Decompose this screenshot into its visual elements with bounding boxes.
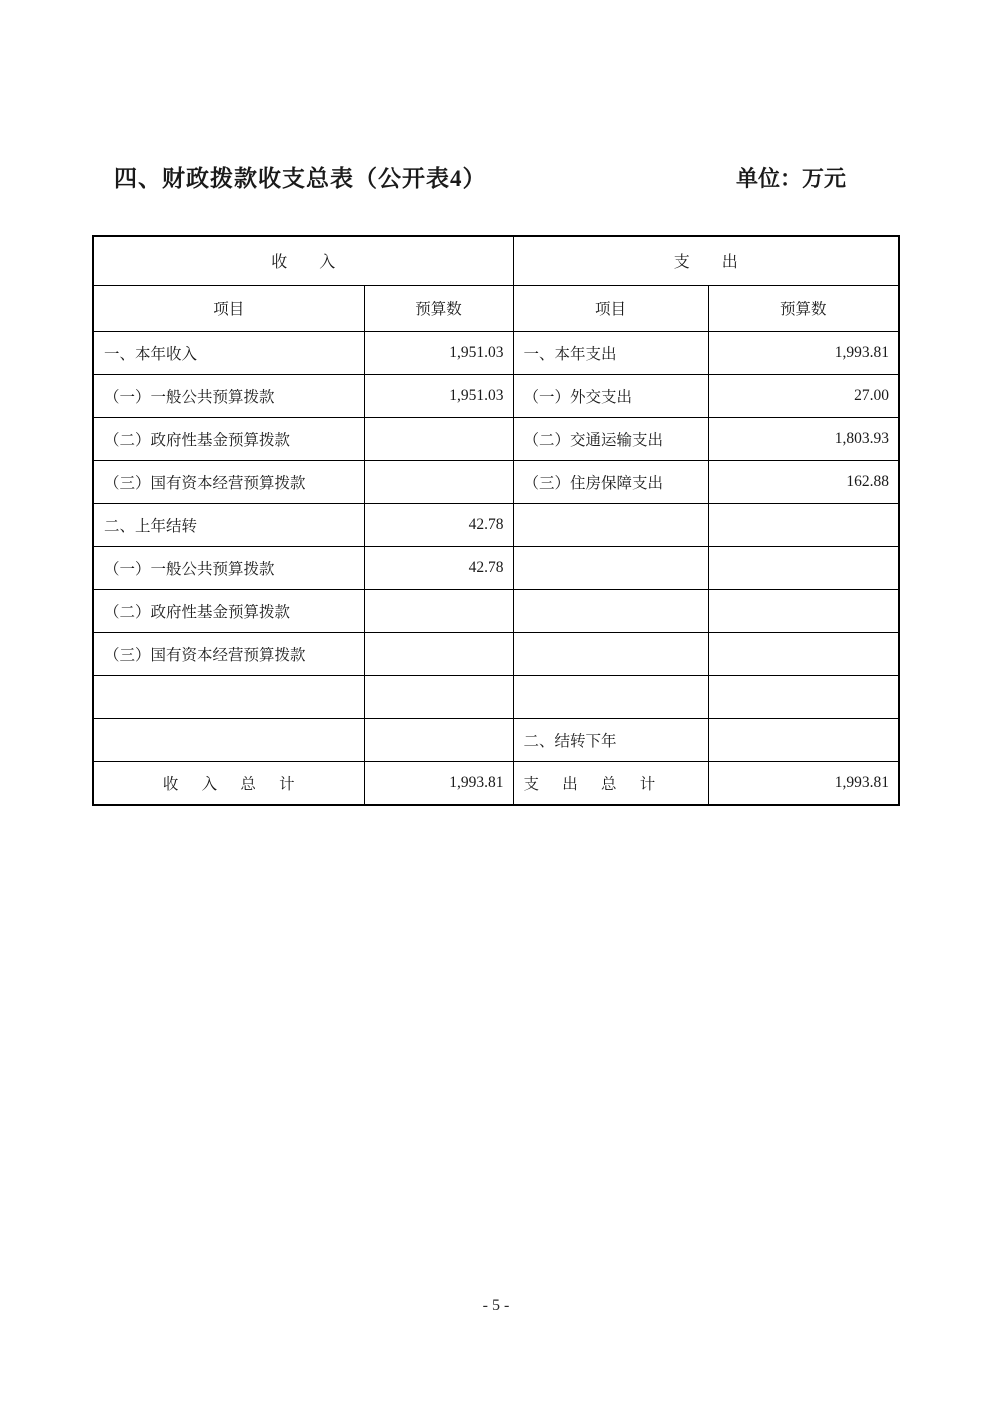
expense-total-value: 1,993.81 [708,761,899,805]
expense-budget-cell [708,503,899,546]
expense-item-column-header: 项目 [513,285,708,331]
expense-item-cell: 二、结转下年 [513,718,708,761]
table-row [93,718,899,761]
income-budget-cell [364,675,513,718]
income-total-label: 收 入 总 计 [93,761,364,805]
expense-item-cell: （三）住房保障支出 [513,460,708,503]
expense-budget-cell [708,718,899,761]
income-budget-cell [364,718,513,761]
expense-item-cell: （一）外交支出 [513,374,708,417]
income-item-cell [93,718,364,761]
table-row [93,460,899,503]
table-row [93,417,899,460]
income-item-column-header: 项目 [93,285,364,331]
expense-budget-cell: 1,993.81 [708,331,899,374]
table-row [93,331,899,374]
expense-item-cell [513,589,708,632]
income-budget-cell [364,417,513,460]
unit-label: 单位：万元 [735,166,846,191]
expense-item-cell: （二）交通运输支出 [513,417,708,460]
table-row [93,374,899,417]
section-header-row [93,236,899,285]
page-title: 四、财政拨款收支总表（公开表4） [114,166,487,191]
expense-item-cell [513,503,708,546]
expense-budget-cell [708,546,899,589]
expense-budget-cell [708,589,899,632]
income-item-cell: （三）国有资本经营预算拨款 [93,632,364,675]
table-row [93,589,899,632]
page-number: - 5 - [482,1297,510,1314]
income-item-cell: （一）一般公共预算拨款 [93,374,364,417]
total-row [93,761,899,805]
income-budget-cell [364,632,513,675]
expense-budget-cell: 27.00 [708,374,899,417]
expense-item-cell [513,632,708,675]
expense-item-cell: 一、本年支出 [513,331,708,374]
table-row [93,632,899,675]
expense-item-cell [513,546,708,589]
income-item-cell: 二、上年结转 [93,503,364,546]
income-budget-cell: 42.78 [364,546,513,589]
income-total-value: 1,993.81 [364,761,513,805]
expense-section-header: 支 出 [513,236,899,285]
income-budget-cell: 42.78 [364,503,513,546]
table-row [93,675,899,718]
income-section-header: 收 入 [93,236,513,285]
expense-budget-cell [708,675,899,718]
income-budget-cell: 1,951.03 [364,331,513,374]
expense-budget-cell: 1,803.93 [708,417,899,460]
expense-budget-column-header: 预算数 [708,285,899,331]
income-item-cell: （二）政府性基金预算拨款 [93,417,364,460]
expense-budget-cell: 162.88 [708,460,899,503]
income-item-cell: （一）一般公共预算拨款 [93,546,364,589]
table-row [93,546,899,589]
expense-item-cell [513,675,708,718]
expense-total-label: 支 出 总 计 [513,761,708,805]
title-row [92,160,898,193]
income-item-cell [93,675,364,718]
income-item-cell: （二）政府性基金预算拨款 [93,589,364,632]
income-item-cell: 一、本年收入 [93,331,364,374]
income-item-cell: （三）国有资本经营预算拨款 [93,460,364,503]
expense-budget-cell [708,632,899,675]
table-row [93,503,899,546]
column-header-row [93,285,899,331]
income-budget-column-header: 预算数 [364,285,513,331]
income-budget-cell [364,589,513,632]
budget-summary-table [92,235,900,806]
income-budget-cell: 1,951.03 [364,374,513,417]
income-budget-cell [364,460,513,503]
